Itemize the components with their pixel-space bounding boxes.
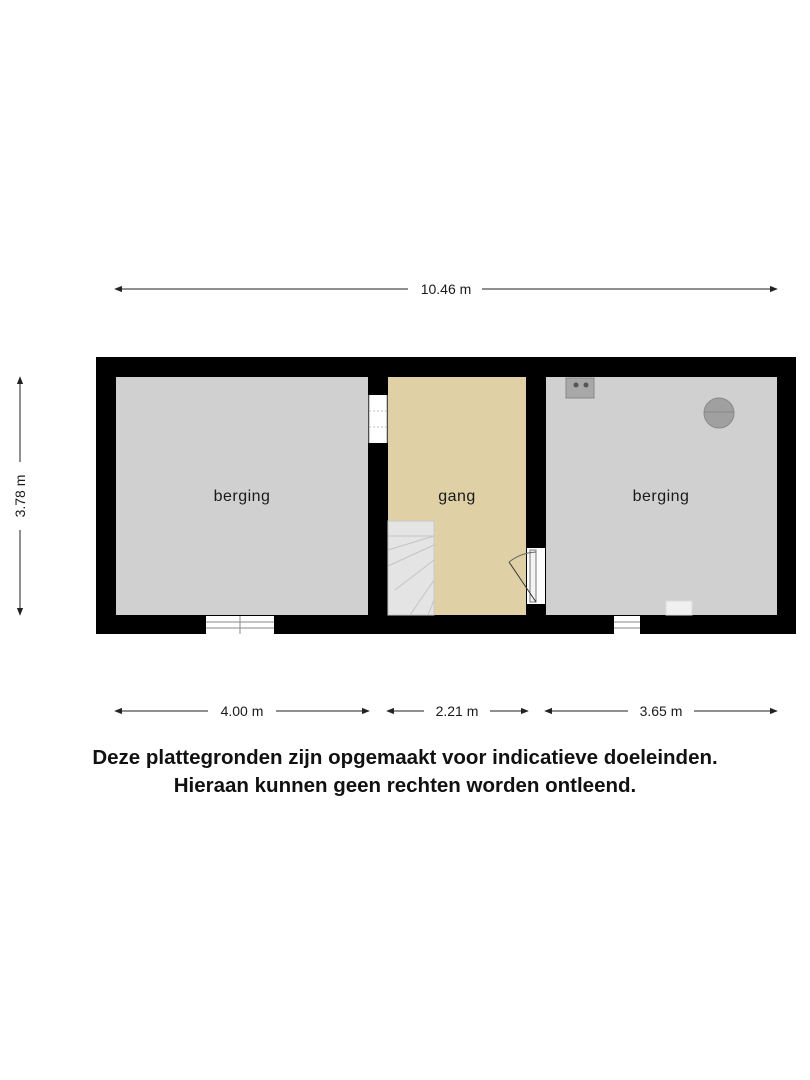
room-label-gang: gang: [438, 488, 476, 505]
disclaimer-line-1: Deze plattegronden zijn opgemaakt voor indicatieve doeleinden.: [92, 746, 718, 769]
dimension-label-total: 10.46 m: [420, 281, 472, 297]
room-label-berging-right: berging: [632, 488, 690, 505]
stairs: [388, 521, 434, 615]
window-left: [206, 616, 274, 634]
dimension-segment-3: [545, 703, 777, 719]
disclaimer: [0, 744, 810, 800]
window-right: [614, 616, 640, 634]
boiler-icon: [704, 398, 734, 428]
disclaimer-line-2: Hieraan kunnen geen rechten worden ontleend.: [173, 774, 637, 797]
cabinet-icon: [666, 601, 692, 615]
interior-opening: [369, 395, 387, 443]
dimension-height: [12, 377, 28, 615]
dimension-segment-1: [115, 703, 369, 719]
dimension-label-height: 3.78 m: [12, 474, 28, 518]
stove-icon: [566, 378, 594, 398]
dimension-segment-2: [387, 703, 528, 719]
dimension-label-segment-1: 4.00 m: [220, 703, 264, 719]
dimension-label-segment-2: 2.21 m: [435, 703, 479, 719]
room-label-berging-left: berging: [213, 488, 271, 505]
dimension-label-segment-3: 3.65 m: [639, 703, 683, 719]
dimension-total-width: [115, 281, 777, 297]
